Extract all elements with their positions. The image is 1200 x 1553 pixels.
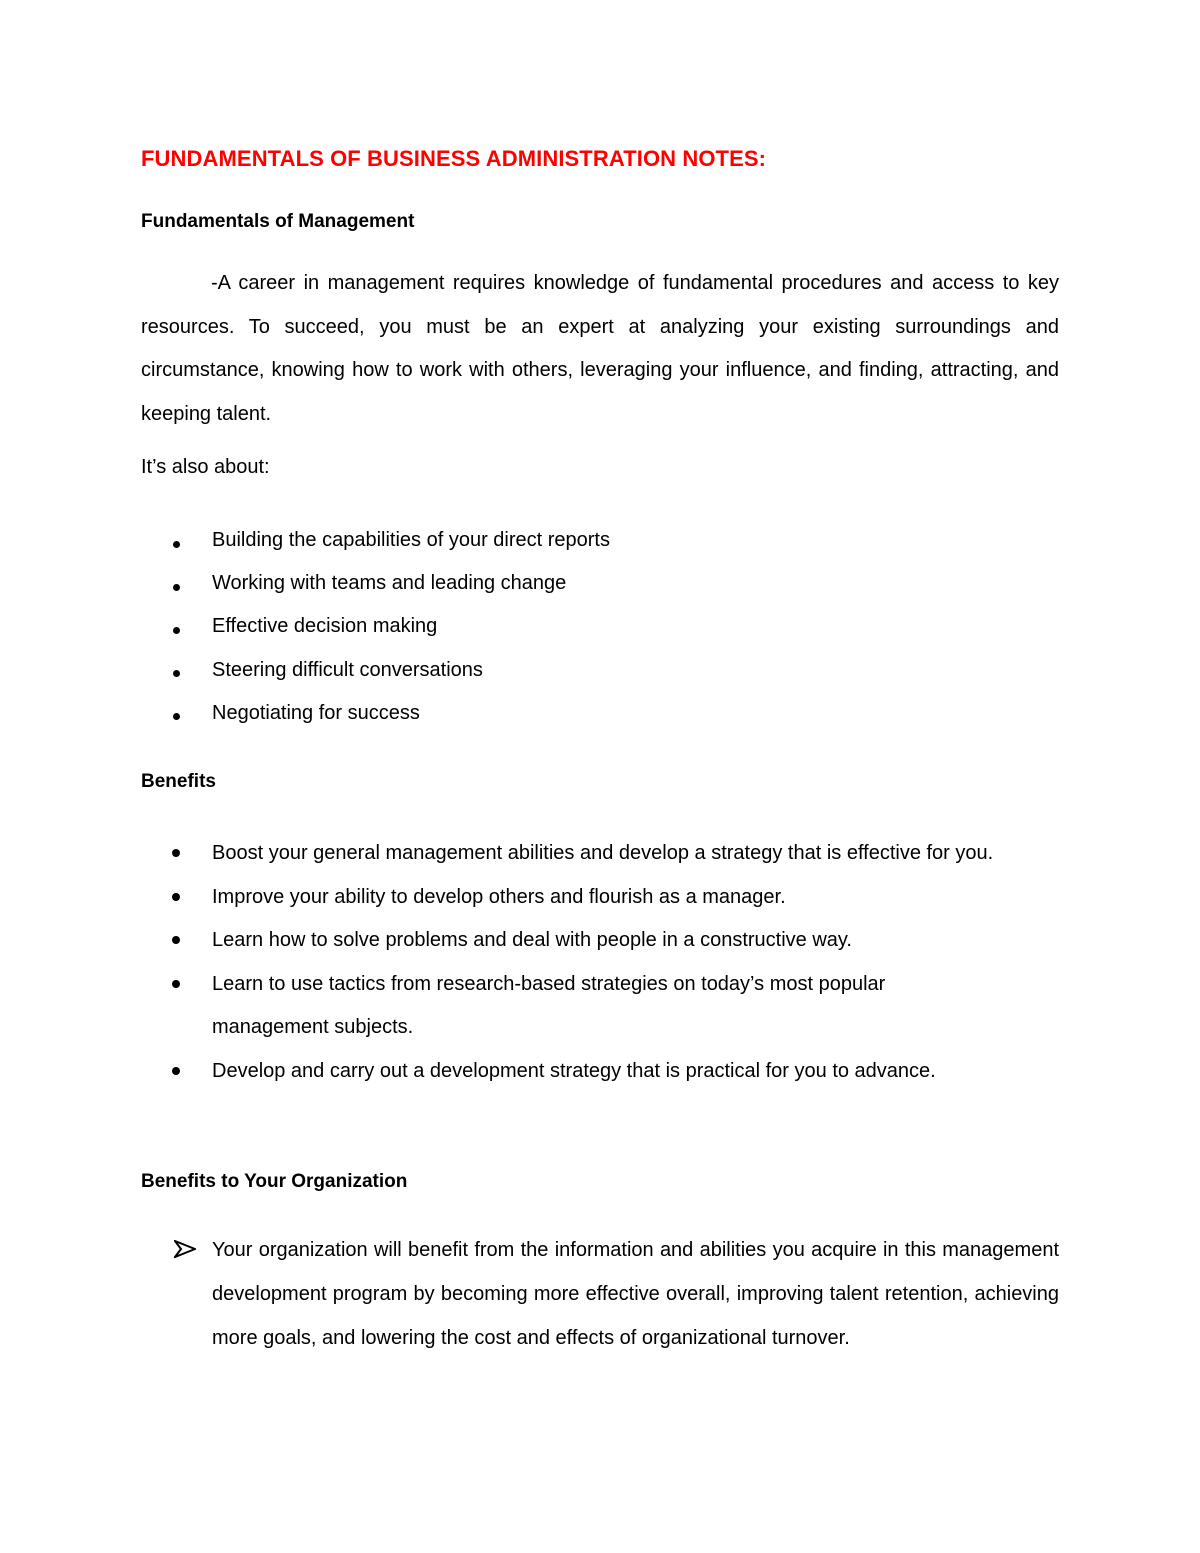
organization-benefits-paragraph: Your organization will benefit from the information and abilities you acquire in this management development program by becoming more effective overall, improving talent retention, achieving more goals, and lowering the cost and effects of organizational turnover. [212, 1239, 1059, 1349]
list-item: Building the capabilities of your direct reports [0, 522, 610, 565]
list-item: Negotiating for success [0, 695, 610, 738]
also-about-label: It’s also about: [141, 456, 270, 478]
arrow-bullet-icon [174, 1240, 196, 1258]
heading-fundamentals-of-management: Fundamentals of Management [141, 211, 415, 232]
bullet-icon [173, 584, 180, 591]
list-item: Learn to use tactics from research-based strategies on today’s most popular management subjects. [0, 963, 972, 1050]
list-item: Steering difficult conversations [0, 652, 610, 695]
heading-benefits: Benefits [141, 771, 216, 792]
also-about-list [0, 522, 610, 738]
list-item: Develop and carry out a development strategy that is practical for you to advance. [0, 1050, 1072, 1094]
benefits-list [0, 832, 1072, 1093]
bullet-icon [172, 849, 180, 857]
bullet-icon [173, 713, 180, 720]
list-item: Effective decision making [0, 608, 610, 651]
bullet-icon [172, 980, 180, 988]
bullet-icon [173, 627, 180, 634]
bullet-icon [173, 541, 180, 548]
list-item: Learn how to solve problems and deal with people in a constructive way. [0, 919, 1072, 963]
document-title: FUNDAMENTALS OF BUSINESS ADMINISTRATION NOTES: [141, 146, 767, 171]
bullet-icon [172, 893, 180, 901]
bullet-icon [172, 936, 180, 944]
bullet-icon [173, 670, 180, 677]
list-item: Improve your ability to develop others and flourish as a manager. [0, 876, 1072, 920]
list-item: Working with teams and leading change [0, 565, 610, 608]
heading-benefits-to-your-organization: Benefits to Your Organization [141, 1171, 408, 1192]
list-item: Boost your general management abilities and develop a strategy that is effective for you. [0, 832, 1072, 876]
bullet-icon [172, 1067, 180, 1075]
management-paragraph: -A career in management requires knowledge of fundamental procedures and access to key resources. To succeed, you must be an expert at analyzing your existing surroundings and circumstance, knowing how to work with others, leveraging your influence, and finding, attracting, and keeping talent. [141, 272, 1059, 425]
